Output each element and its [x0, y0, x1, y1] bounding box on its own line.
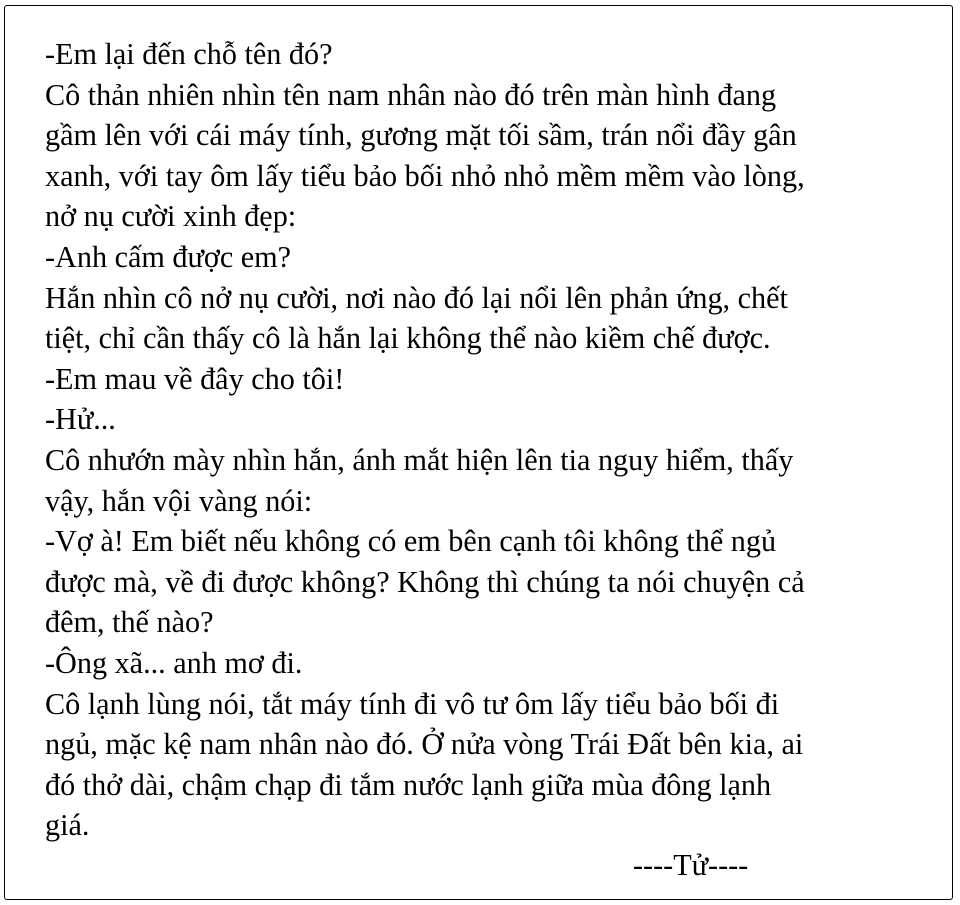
- text-line: ngủ, mặc kệ nam nhân nào đó. Ở nửa vòng Trái Đất bên kia, ai: [45, 727, 804, 762]
- text-line: đó thở dài, chậm chạp đi tắm nước lạnh giữa mùa đông lạnh: [45, 767, 772, 802]
- text-line: -Em mau về đây cho tôi!: [45, 361, 345, 396]
- text-line: được mà, về đi được không? Không thì chúng ta nói chuyện cả: [45, 564, 805, 599]
- text-line: tiệt, chỉ cần thấy cô là hắn lại không thể nào kiềm chế được.: [45, 321, 771, 356]
- text-line: -Anh cấm được em?: [45, 239, 292, 274]
- text-line: xanh, với tay ôm lấy tiểu bảo bối nhỏ nhỏ mềm mềm vào lòng,: [45, 158, 805, 193]
- text-line: Hắn nhìn cô nở nụ cười, nơi nào đó lại nổi lên phản ứng, chết: [45, 280, 788, 315]
- text-line: Cô thản nhiên nhìn tên nam nhân nào đó trên màn hình đang: [45, 77, 777, 112]
- text-line: giá.: [45, 808, 90, 843]
- text-line: -Ông xã... anh mơ đi.: [45, 645, 303, 680]
- text-line: nở nụ cười xinh đẹp:: [45, 199, 297, 234]
- text-line: vậy, hắn vội vàng nói:: [45, 483, 313, 518]
- text-line: -Em lại đến chỗ tên đó?: [45, 37, 333, 71]
- text-line: Cô nhướn mày nhìn hắn, ánh mắt hiện lên tia nguy hiểm, thấy: [45, 442, 794, 477]
- text-line: -Vợ à! Em biết nếu không có em bên cạnh tôi không thể ngủ: [45, 524, 777, 559]
- text-line: -Hử...: [45, 402, 116, 437]
- page-frame: [4, 5, 953, 900]
- text-line: gầm lên với cái máy tính, gương mặt tối sầm, trán nổi đầy gân: [45, 118, 797, 153]
- story-text: [45, 34, 935, 846]
- text-line: Cô lạnh lùng nói, tắt máy tính đi vô tư ôm lấy tiểu bảo bối đi: [45, 686, 780, 721]
- author-signature: ----Tử----: [633, 848, 749, 882]
- text-line: đêm, thế nào?: [45, 605, 214, 640]
